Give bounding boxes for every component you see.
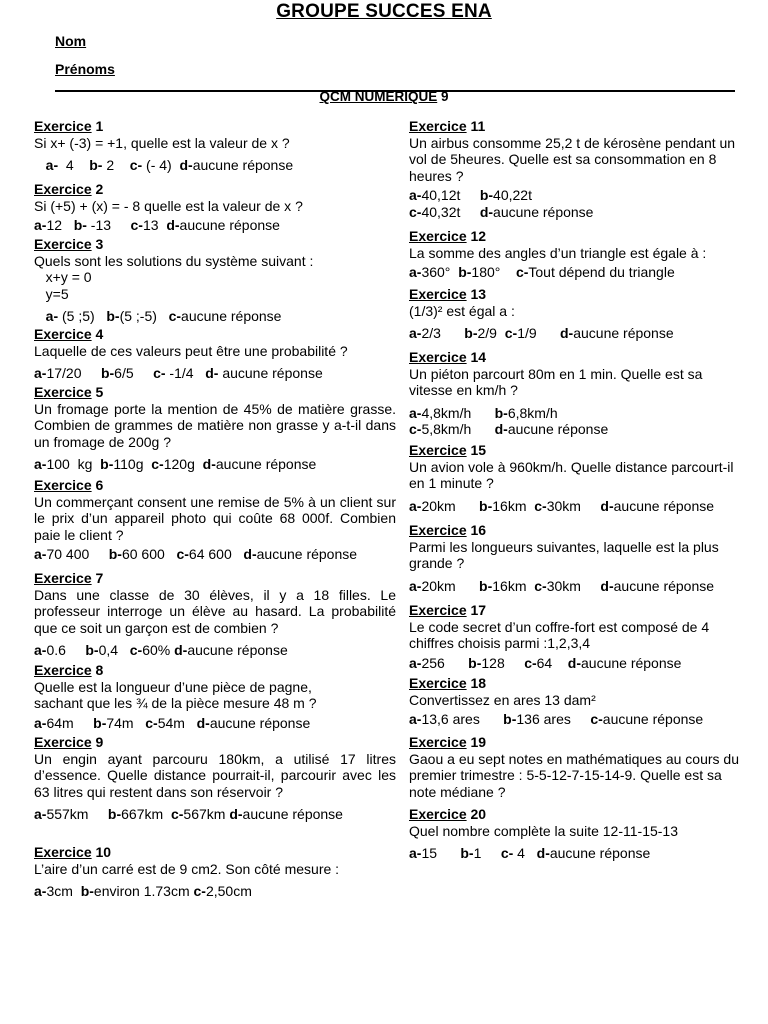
option-text: 13,6 ares	[421, 711, 504, 727]
option-letter: c-	[129, 642, 143, 658]
option-text: 2/3	[421, 325, 465, 341]
option-text: 557km	[46, 806, 108, 822]
option-text: 110g	[113, 456, 152, 472]
answer-options	[409, 405, 745, 438]
option-text: 30km	[546, 577, 601, 594]
option-text: 64 600	[188, 546, 244, 562]
option-text: 16km	[492, 497, 535, 514]
option-letter: b-	[460, 845, 474, 861]
exercise-heading: Exercice 12	[409, 228, 487, 244]
option-text: 40,12t	[421, 187, 480, 203]
option-text: 1/9	[517, 325, 560, 341]
option-letter: b-	[479, 187, 494, 203]
option-letter: d-	[560, 325, 574, 341]
option-letter: b-	[80, 883, 94, 899]
option-letter: d-	[243, 546, 257, 562]
answer-options	[34, 308, 396, 325]
exercise-9	[34, 734, 396, 823]
exercise-question: Parmi les longueurs suivantes, laquelle est la plus grande ?	[409, 538, 719, 571]
exercise-13	[409, 286, 745, 342]
answer-options	[34, 715, 396, 732]
option-letter: c-	[504, 325, 518, 341]
option-letter: b-	[458, 264, 472, 280]
option-letter: d-	[196, 714, 210, 731]
option-text: 5,8km/h	[421, 421, 495, 437]
option-text: 2/9	[477, 325, 505, 341]
exercise-7	[34, 570, 396, 659]
exercise-question: Un fromage porte la mention de 45% de matière grasse. Combien de grammes de matière non grasse y a-t-il dans un fromage de 200g ?	[34, 400, 396, 450]
option-letter: a-	[34, 217, 47, 233]
option-text: 13	[142, 217, 167, 233]
exercise-heading: Exercice 18	[409, 675, 487, 691]
option-text: aucune réponse	[602, 711, 704, 727]
exercise-heading: Exercice 6	[34, 477, 104, 493]
option-text: 100 kg	[46, 456, 101, 472]
option-letter: a-	[409, 577, 422, 594]
exercise-20	[409, 806, 745, 862]
exercise-heading: Exercice 2	[34, 181, 104, 197]
exercise-14	[409, 349, 745, 438]
exercise-heading: Exercice 13	[409, 286, 487, 302]
option-letter: c-	[409, 203, 422, 220]
option-text: aucune réponse	[242, 806, 343, 822]
option-letter: a-	[34, 546, 47, 562]
option-text: 2	[102, 157, 130, 173]
option-text: 180°	[471, 264, 516, 280]
answer-options	[34, 157, 396, 174]
exercise-question: Gaou a eu sept notes en mathématiques au cours du premier trimestre : 5-5-12-7-15-14-9. Quelle est sa note médiane ?	[409, 750, 739, 800]
option-text: aucune réponse	[613, 577, 715, 594]
option-text: aucune réponse	[181, 308, 282, 324]
option-text: aucune réponse	[256, 546, 358, 562]
option-letter: b-	[89, 157, 103, 173]
option-letter: a-	[409, 845, 422, 861]
exercise-heading: Exercice 4	[34, 326, 104, 342]
exercise-question: Si (+5) + (x) = - 8 quelle est la valeur de x ?	[34, 197, 303, 214]
option-text: 120g	[163, 456, 203, 472]
option-text: aucune réponse	[209, 714, 311, 731]
option-letter: c-	[409, 421, 422, 437]
option-text: 256	[421, 654, 469, 671]
option-letter: b-	[107, 806, 122, 822]
option-letter: c-	[151, 456, 164, 472]
option-letter: c-	[515, 264, 529, 280]
option-letter: c-	[524, 654, 537, 671]
answer-options	[34, 217, 396, 234]
option-letter: a-	[34, 157, 59, 173]
option-text: aucune réponse	[549, 845, 651, 861]
answer-options	[409, 187, 745, 220]
exercise-question: Laquelle de ces valeurs peut être une probabilité ?	[34, 342, 348, 359]
option-text: aucune réponse	[573, 325, 674, 341]
exercise-heading: Exercice 3	[34, 236, 104, 252]
option-letter: a-	[409, 404, 422, 421]
exercise-question: Convertissez en ares 13 dam²	[409, 691, 596, 708]
exercise-heading: Exercice 11	[409, 118, 486, 134]
option-letter: d-	[229, 806, 243, 822]
exercise-1	[34, 118, 396, 174]
option-letter: d-	[479, 203, 494, 220]
option-text: 40,32t	[421, 203, 480, 220]
option-letter: c-	[500, 845, 514, 861]
exercise-15	[409, 442, 745, 514]
exercise-heading: Exercice 20	[409, 806, 487, 822]
option-letter: c-	[129, 157, 143, 173]
qcm-title: QCM NUMERIQUE 9	[319, 89, 449, 104]
option-text: 360°	[421, 264, 459, 280]
option-letter: c-	[153, 365, 166, 381]
option-text: 70 400	[46, 546, 109, 562]
option-letter: b-	[73, 217, 87, 233]
option-text: 60%	[142, 642, 175, 658]
exercise-16	[409, 522, 745, 594]
nom-label: Nom	[55, 33, 87, 49]
answer-options	[34, 365, 396, 382]
option-letter: a-	[34, 642, 47, 658]
exercise-question: L’aire d’un carré est de 9 cm2. Son côté mesure :	[34, 860, 340, 877]
option-text: aucune réponse	[192, 157, 294, 173]
exercise-question: Un engin ayant parcouru 180km, a utilisé 17 litres d’essence. Quelle distance pourrait-il, parcourir avec les 63 litres qui restent dans son réservoir ?	[34, 750, 396, 800]
option-text: 60 600	[121, 546, 177, 562]
option-text: 20km	[421, 497, 480, 514]
option-text: 6/5	[114, 365, 154, 381]
option-letter: d-	[179, 157, 193, 173]
option-text: 136 ares	[516, 711, 591, 727]
exercise-question: Si x+ (-3) = +1, quelle est la valeur de x ?	[34, 134, 290, 151]
option-letter: b-	[494, 404, 508, 421]
option-letter: a-	[34, 883, 47, 899]
option-text: -13	[86, 217, 131, 233]
option-text: environ 1.73cm	[93, 883, 194, 899]
option-letter: c-	[168, 308, 182, 324]
answer-options	[409, 264, 745, 281]
exercise-8	[34, 662, 396, 731]
option-letter: c-	[145, 714, 158, 731]
exercise-heading: Exercice 7	[34, 570, 104, 586]
exercise-heading: Exercice 8	[34, 662, 104, 678]
option-text: 4,8km/h	[421, 404, 495, 421]
exercise-heading: Exercice 9	[34, 734, 104, 750]
exercise-17	[409, 602, 745, 671]
answer-options	[34, 806, 396, 823]
option-text: 15	[421, 845, 461, 861]
option-letter: a-	[409, 711, 422, 727]
option-letter: d-	[202, 456, 216, 472]
exercise-heading: Exercice 15	[409, 442, 487, 458]
option-letter: a-	[409, 497, 422, 514]
option-letter: a-	[34, 456, 47, 472]
option-text: 128	[481, 654, 525, 671]
option-text: 0.6	[46, 642, 86, 658]
exercise-question: Un piéton parcourt 80m en 1 min. Quelle est sa vitesse en km/h ?	[409, 365, 703, 398]
exercise-question: Quels sont les solutions du système suivant : x+y = 0 y=5	[34, 252, 314, 302]
answer-options	[34, 642, 396, 659]
option-letter: a-	[34, 714, 47, 731]
option-text: -1/4	[165, 365, 206, 381]
exercise-5	[34, 384, 396, 473]
option-text: 64	[536, 654, 568, 671]
page-title: GROUPE SUCCES ENA	[276, 1, 492, 22]
exercise-3	[34, 236, 396, 325]
option-letter: b-	[93, 714, 107, 731]
option-letter: a-	[34, 806, 47, 822]
option-text: Tout dépend du triangle	[528, 264, 675, 280]
option-text: 1	[473, 845, 501, 861]
option-text: aucune réponse	[581, 654, 682, 671]
option-letter: b-	[106, 308, 120, 324]
exercise-question: Dans une classe de 30 élèves, il y a 18 filles. Le professeur interroge un élève au hasard. La probabilité que ce soit un garçon est de combien ?	[34, 586, 396, 636]
option-letter: a-	[409, 264, 422, 280]
exercise-question: Un avion vole à 960km/h. Quelle distance parcourt-il en 1 minute ?	[409, 458, 734, 491]
option-letter: b-	[100, 365, 115, 381]
option-text: 3cm	[46, 883, 81, 899]
exercise-6	[34, 477, 396, 563]
option-text: 4	[513, 845, 537, 861]
option-text: 567km	[183, 806, 230, 822]
answer-options	[409, 655, 745, 672]
option-text: 16km	[492, 577, 535, 594]
exercise-question: La somme des angles d’un triangle est égale à :	[409, 244, 707, 261]
option-letter: d-	[536, 845, 550, 861]
exercise-10	[34, 844, 396, 900]
exercise-18	[409, 675, 745, 728]
option-letter: a-	[409, 325, 422, 341]
option-text: 74m	[106, 714, 146, 731]
option-letter: d-	[494, 421, 508, 437]
option-letter: b-	[503, 711, 517, 727]
option-text: 12	[46, 217, 74, 233]
exercise-question: Un airbus consomme 25,2 t de kérosène pendant un vol de 5heures. Quelle est sa consommation en 8 heures ?	[409, 134, 736, 184]
exercise-heading: Exercice 19	[409, 734, 487, 750]
exercise-heading: Exercice 1	[34, 118, 104, 134]
exercise-heading: Exercice 10	[34, 844, 112, 860]
option-letter: c-	[590, 711, 603, 727]
exercise-question: Quelle est la longueur d’une pièce de pagne, sachant que les ¾ de la pièce mesure 48 m ?	[34, 678, 317, 711]
option-text: aucune réponse	[218, 365, 323, 381]
option-text: 54m	[157, 714, 197, 731]
option-text: aucune réponse	[215, 456, 317, 472]
exercise-4	[34, 326, 396, 382]
option-text: aucune réponse	[179, 217, 280, 233]
option-letter: c-	[176, 546, 189, 562]
exercise-heading: Exercice 14	[409, 349, 487, 365]
option-letter: b-	[479, 497, 493, 514]
exercise-19	[409, 734, 745, 800]
option-letter: c-	[534, 577, 547, 594]
exercise-question: Le code secret d’un coffre-fort est composé de 4 chiffres choisis parmi :1,2,3,4	[409, 618, 710, 651]
option-text: 6,8km/h	[507, 404, 558, 421]
exercise-12	[409, 228, 745, 281]
option-letter: c-	[170, 806, 184, 822]
option-letter: c-	[130, 217, 143, 233]
exercise-heading: Exercice 17	[409, 602, 487, 618]
option-text: 30km	[546, 497, 601, 514]
option-text: aucune réponse	[493, 203, 594, 220]
option-text: (5 ;5)	[58, 308, 107, 324]
exercise-11	[409, 118, 745, 220]
option-letter: d-	[600, 497, 614, 514]
option-text: aucune réponse	[613, 497, 715, 514]
option-text: (- 4)	[142, 157, 180, 173]
option-letter: b-	[100, 456, 114, 472]
option-letter: a-	[34, 308, 59, 324]
option-letter: d-	[600, 577, 614, 594]
exercise-question: (1/3)² est égal a :	[409, 302, 515, 319]
option-text: (5 ;-5)	[119, 308, 169, 324]
option-letter: d-	[166, 217, 180, 233]
option-letter: b-	[108, 546, 122, 562]
option-letter: b-	[468, 654, 482, 671]
answer-options	[409, 845, 745, 862]
option-text: 17/20	[46, 365, 101, 381]
answer-options	[409, 578, 745, 595]
option-text: 667km	[121, 806, 171, 822]
option-letter: b-	[479, 577, 493, 594]
option-letter: d-	[567, 654, 581, 671]
option-letter: d-	[174, 642, 188, 658]
option-letter: a-	[34, 365, 47, 381]
option-letter: b-	[85, 642, 99, 658]
prenoms-label: Prénoms	[55, 61, 115, 77]
option-letter: a-	[409, 654, 422, 671]
exercise-heading: Exercice 16	[409, 522, 487, 538]
option-text: aucune réponse	[507, 421, 609, 437]
option-text: aucune réponse	[187, 642, 288, 658]
option-letter: a-	[409, 187, 422, 203]
option-text: 20km	[421, 577, 480, 594]
answer-options	[34, 883, 396, 900]
answer-options	[409, 325, 745, 342]
option-text: 4	[58, 157, 90, 173]
option-text: 0,4	[98, 642, 130, 658]
option-letter: b-	[464, 325, 478, 341]
option-text: 64m	[46, 714, 94, 731]
option-text: 40,22t	[493, 187, 532, 203]
exercise-heading: Exercice 5	[34, 384, 104, 400]
exercise-question: Quel nombre complète la suite 12-11-15-13	[409, 822, 679, 839]
option-letter: c-	[534, 497, 547, 514]
answer-options	[409, 711, 745, 728]
option-letter: c-	[193, 883, 206, 899]
option-letter: d-	[205, 365, 219, 381]
answer-options	[34, 546, 396, 563]
exercise-2	[34, 181, 396, 234]
answer-options	[409, 498, 745, 515]
answer-options	[34, 456, 396, 473]
exercise-question: Un commerçant consent une remise de 5% à un client sur le prix d’un appareil photo qui coûte 68 000f. Combien paie le client ?	[34, 493, 396, 543]
option-text: 2,50cm	[205, 883, 252, 899]
